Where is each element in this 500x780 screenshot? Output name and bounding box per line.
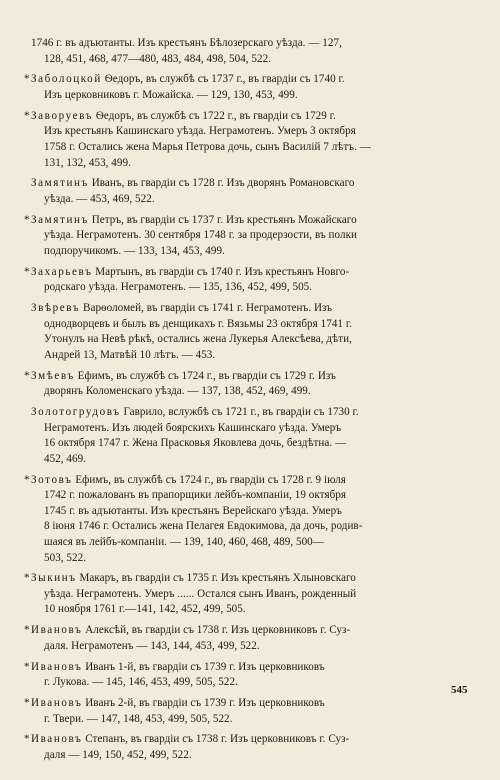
surname: Звѣревъ [31, 302, 81, 315]
line-text: даля. Неграмотенъ — 143, 144, 453, 499, 522. [44, 639, 260, 652]
line-text: Утонулъ на Невѣ рѣкѣ, остались жена Лукерья Алексѣева, дѣти, [44, 333, 352, 346]
line-text: даля — 149, 150, 452, 499, 522. [44, 748, 192, 761]
entry [26, 623, 472, 654]
entry-line [26, 623, 472, 639]
surname: Ивановъ [31, 733, 83, 746]
line-text: Варѳоломей, въ гвардіи съ 1741 г. Неграмотенъ. Изъ [83, 302, 333, 315]
entry-line [26, 176, 472, 192]
entry-line [26, 696, 472, 712]
asterisk-mark: * [24, 109, 30, 122]
line-text: Изъ крестьянъ Кашинскаго уѣзда. Неграмотенъ. Умеръ 3 октября [44, 125, 356, 138]
line-text: Гаврило, вслужбѣ съ 1721 г., въ гвардіи съ 1730 г. [123, 405, 359, 418]
entry-line [26, 436, 472, 452]
entry [26, 109, 472, 171]
entry-line [26, 504, 472, 520]
line-text: Петръ, въ гвардіи съ 1737 г. Изъ крестьянъ Можайскаго [91, 213, 357, 226]
line-text: уѣзда. Неграмотенъ. Умеръ ...... Остался сынъ Иванъ, рожденный [44, 587, 357, 600]
entry-line [26, 72, 472, 88]
entry-line [26, 348, 472, 364]
entry-line [26, 551, 472, 567]
entry-line [26, 587, 472, 603]
entry-line [26, 473, 472, 489]
line-text: г. Твери. — 147, 148, 453, 499, 505, 522. [44, 712, 233, 725]
entry-line [26, 228, 472, 244]
entry [26, 72, 472, 103]
surname: Заболоцкой [31, 73, 102, 86]
surname: Заворуевъ [31, 109, 94, 122]
line-text: Ѳедоръ, въ службѣ съ 1722 г., въ гвардіи съ 1729 г. [95, 109, 336, 122]
entry-line [26, 109, 472, 125]
line-text: Ефимъ, въ службѣ съ 1724 г., въ гвардіи съ 1729 г. Изъ [77, 369, 336, 382]
surname: Замятинъ [31, 213, 89, 226]
entry-line [26, 88, 472, 104]
line-text: Алексѣй, въ гвардіи съ 1738 г. Изъ церковниковъ г. Суз- [85, 624, 351, 637]
line-text: 1745 г. въ адъютанты. Изъ крестьянъ Верейскаго уѣзда. Умеръ [44, 504, 342, 517]
asterisk-mark: * [24, 572, 30, 585]
line-text: Мартынъ, въ гвардіи съ 1740 г. Изъ крестьянъ Новго- [95, 265, 350, 278]
entry [26, 571, 472, 618]
line-text: уѣзда. — 453, 469, 522. [44, 192, 155, 205]
entry-line [26, 405, 472, 421]
surname: Захарьевъ [31, 265, 93, 278]
entry-line [26, 660, 472, 676]
entry-line [26, 369, 472, 385]
entry-line [26, 675, 472, 691]
entry [26, 696, 472, 727]
surname: Зотовъ [31, 473, 73, 486]
line-text: 16 октября 1747 г. Жена Прасковья Яковлева дочь, бездѣтна. — [44, 437, 347, 450]
entry-line [26, 712, 472, 728]
entry [26, 176, 472, 207]
entry [26, 369, 472, 400]
text-column [26, 36, 472, 769]
surname: Ивановъ [31, 660, 83, 673]
line-text: шаяся въ лейбъ-компаніи. — 139, 140, 460, 468, 489, 500— [44, 535, 324, 548]
line-text: Иванъ, въ гвардіи съ 1728 г. Изъ дворянъ Романовскаго [91, 177, 355, 190]
entry [26, 405, 472, 467]
asterisk-mark: * [24, 733, 30, 746]
line-text: 1758 г. Остались жена Марья Петрова дочь, сынъ Василій 7 лѣтъ. — [44, 140, 371, 153]
asterisk-mark: * [24, 213, 30, 226]
surname: Золотогрудовъ [31, 405, 121, 418]
line-text: подпоручикомъ. — 133, 134, 453, 499. [44, 244, 225, 257]
entry-line [26, 732, 472, 748]
entry-line [26, 213, 472, 229]
entry [26, 213, 472, 260]
entry [26, 36, 472, 67]
entry-line [26, 488, 472, 504]
line-text: 1746 г. въ адъютанты. Изъ крестьянъ Бѣлозерскаго уѣзда. — 127, [31, 37, 342, 49]
line-text: г. Лукова. — 145, 146, 453, 499, 505, 522. [44, 676, 238, 689]
entry-line [26, 52, 472, 68]
entry-line [26, 332, 472, 348]
entry-line [26, 452, 472, 468]
line-text: Иванъ 1-й, въ гвардіи съ 1739 г. Изъ церковниковъ [85, 660, 325, 673]
asterisk-mark: * [24, 624, 30, 637]
line-text: Макаръ, въ гвардіи съ 1735 г. Изъ крестьянъ Хлыновскаго [79, 572, 356, 585]
line-text: Иванъ 2-й, въ гвардіи съ 1739 г. Изъ церковниковъ [85, 697, 325, 709]
entry-line [26, 421, 472, 437]
entry-line [26, 140, 472, 156]
surname: Замятинъ [31, 177, 89, 190]
surname: Ивановъ [31, 697, 83, 709]
asterisk-mark: * [24, 697, 30, 709]
entry-line [26, 639, 472, 655]
line-text: Степанъ, въ гвардіи съ 1738 г. Изъ церковниковъ г. Суз- [85, 733, 350, 746]
line-text: 1742 г. пожалованъ въ прапорщики лейбъ-компаніи, 19 октября [44, 489, 347, 502]
entry-line [26, 571, 472, 587]
line-text: Неграмотенъ. Изъ людей боярскихъ Кашинскаго уѣзда. Умеръ [44, 421, 342, 434]
line-text: уѣзда. Неграмотенъ. 30 сентября 1748 г. за продерзости, въ полки [44, 229, 358, 242]
line-text: однодворцевъ и былъ въ денщикахъ г. Вязьмы 23 октября 1741 г. [44, 317, 353, 330]
entry [26, 660, 472, 691]
line-text: 131, 132, 453, 499. [44, 156, 131, 169]
entry [26, 732, 472, 763]
entry-line [26, 384, 472, 400]
entry-line [26, 36, 472, 52]
entry-line [26, 519, 472, 535]
entry [26, 473, 472, 567]
entry-line [26, 265, 472, 281]
entry-line [26, 602, 472, 618]
line-text: Андрей 13, Матвѣй 10 лѣтъ. — 453. [44, 348, 216, 361]
surname: Зыкинъ [31, 572, 77, 585]
page-number: 545 [451, 684, 468, 696]
line-text: 8 іюня 1746 г. Остались жена Пелагея Евдокимова, да дочь, родив- [44, 520, 363, 533]
entry-line [26, 280, 472, 296]
surname: Ивановъ [31, 624, 83, 637]
line-text: 452, 469. [44, 452, 87, 465]
line-text: дворянъ Коломенскаго уѣзда. — 137, 138, 452, 469, 499. [44, 385, 311, 398]
line-text: 503, 522. [44, 551, 87, 564]
entry-line [26, 317, 472, 333]
line-text: 128, 451, 468, 477—480, 483, 484, 498, 504, 522. [44, 52, 272, 65]
entry-line [26, 192, 472, 208]
entry-line [26, 124, 472, 140]
entry-line [26, 301, 472, 317]
asterisk-mark: * [24, 473, 30, 486]
entry-line [26, 535, 472, 551]
line-text: Изъ церковниковъ г. Можайска. — 129, 130, 453, 499. [44, 88, 298, 101]
entry [26, 301, 472, 363]
surname: Змѣевъ [31, 369, 75, 382]
entry-line [26, 748, 472, 764]
asterisk-mark: * [24, 265, 30, 278]
asterisk-mark: * [24, 369, 30, 382]
entry [26, 265, 472, 296]
entry-line [26, 244, 472, 260]
line-text: 10 ноября 1761 г.—141, 142, 452, 499, 505. [44, 603, 246, 616]
asterisk-mark: * [24, 660, 30, 673]
line-text: родскаго уѣзда. Неграмотенъ. — 135, 136, 452, 499, 505. [44, 281, 313, 294]
entry-line [26, 156, 472, 172]
line-text: Ѳедоръ, въ службѣ съ 1737 г., въ гвардіи съ 1740 г. [104, 73, 345, 86]
line-text: Ефимъ, въ службѣ съ 1724 г., въ гвардіи съ 1728 г. 9 іюля [75, 473, 346, 486]
asterisk-mark: * [24, 73, 30, 86]
